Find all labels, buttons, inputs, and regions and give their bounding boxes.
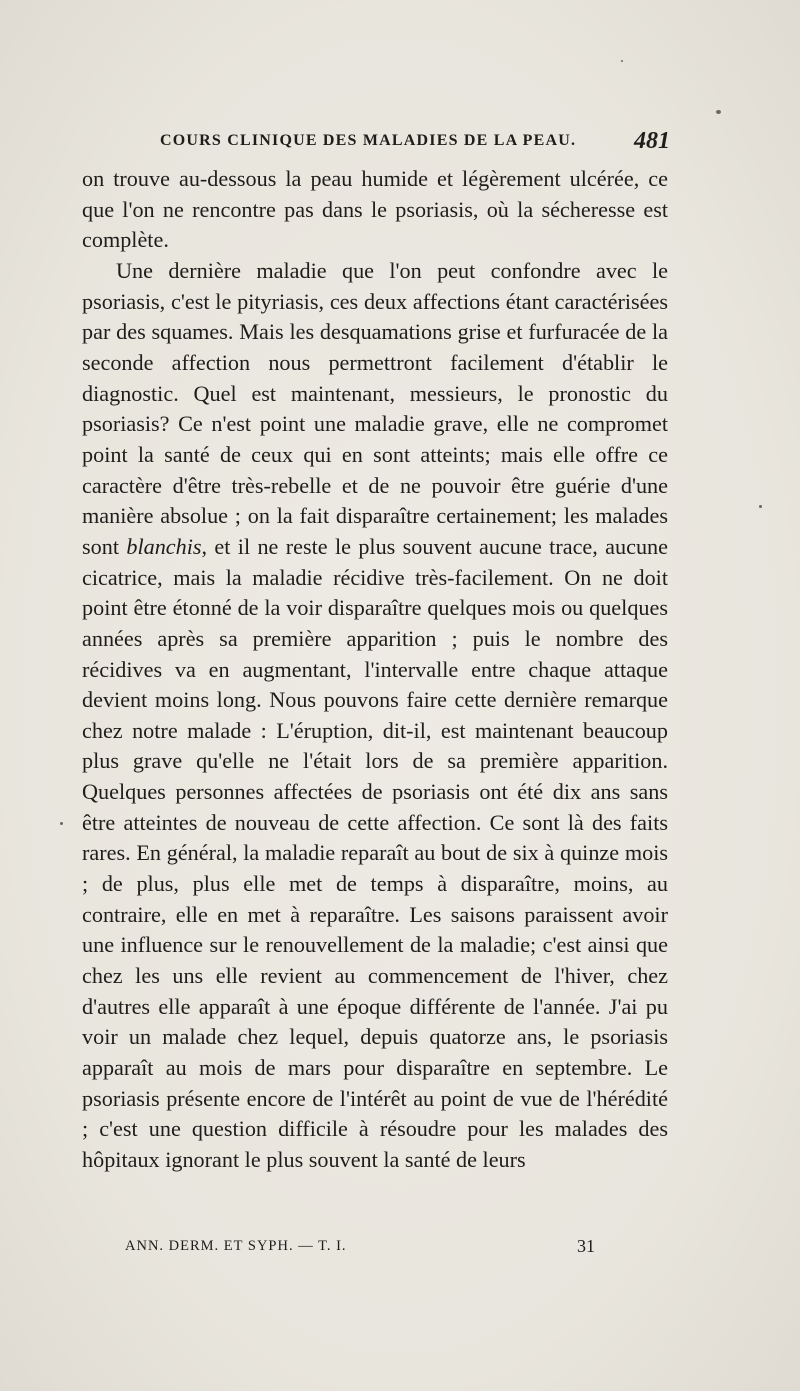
- speck: [759, 505, 762, 508]
- paragraph-2-text-end: , et il ne reste le plus souvent aucune trace, aucune cicatrice, mais la maladie récidive très-facilement. On ne doit point être étonné de la voir disparaître quelques mois ou quelques années après sa première apparition ; puis le nombre des récidives va en augmentant, l'intervalle entre chaque attaque devient moins long. Nous pouvons faire cette dernière remarque chez notre malade : L'éruption, dit-il, est maintenant beaucoup plus grave qu'elle ne l'était lors de sa première apparition. Quelques personnes affectées de psoriasis ont été dix ans sans être atteintes de nouveau de cette affection. Ce sont là des faits rares. En général, la maladie reparaît au bout de six à quinze mois ; de plus, plus elle met de temps à disparaître, moins, au contraire, elle en met à reparaître. Les saisons paraissent avoir une influence sur le renouvellement de la maladie; c'est ainsi que chez les uns elle revient au commencement de l'hiver, chez d'autres elle apparaît à une époque différente de l'année. J'ai pu voir un malade chez lequel, depuis quatorze ans, le psoriasis apparaît au mois de mars pour disparaître en septembre. Le psoriasis présente encore de l'intérêt au point de vue de l'hérédité ; c'est une question difficile à résoudre pour les malades des hôpitaux ignorant le plus souvent la santé de leurs: [82, 533, 668, 1172]
- body-text: [82, 164, 668, 1176]
- running-title: COURS CLINIQUE DES MALADIES DE LA PEAU.: [160, 132, 577, 149]
- running-head: [160, 128, 670, 158]
- footer: [125, 1236, 595, 1260]
- paragraph-2-text-start: Une dernière maladie que l'on peut confondre avec le psoriasis, c'est le pityriasis, ces deux affections étant caractérisées par des squames. Mais les desquamations grise et furfuracée de la seconde affection nous permettront facilement d'établir le diagnostic. Quel est maintenant, messieurs, le pronostic du psoriasis? Ce n'est point une maladie grave, elle ne compromet point la santé de ceux qui en sont atteints; mais elle offre ce caractère d'être très-rebelle et de ne pouvoir être guérie d'une manière absolue ; on la fait disparaître certainement; les malades sont: [82, 257, 668, 559]
- speck: [60, 822, 63, 825]
- page-number: 481: [634, 128, 670, 154]
- speck: [621, 60, 623, 62]
- paragraph-1: on trouve au-dessous la peau humide et légèrement ulcérée, ce que l'on ne rencontre pas dans le psoriasis, où la sécheresse est complète.: [82, 166, 668, 253]
- paragraph-2: [82, 256, 668, 1176]
- speck: [716, 110, 721, 114]
- emphasis-blanchis: blanchis: [126, 533, 202, 559]
- footer-sheet-number: 31: [577, 1236, 595, 1256]
- footer-signature: ANN. DERM. ET SYPH. — T. I.: [125, 1238, 347, 1254]
